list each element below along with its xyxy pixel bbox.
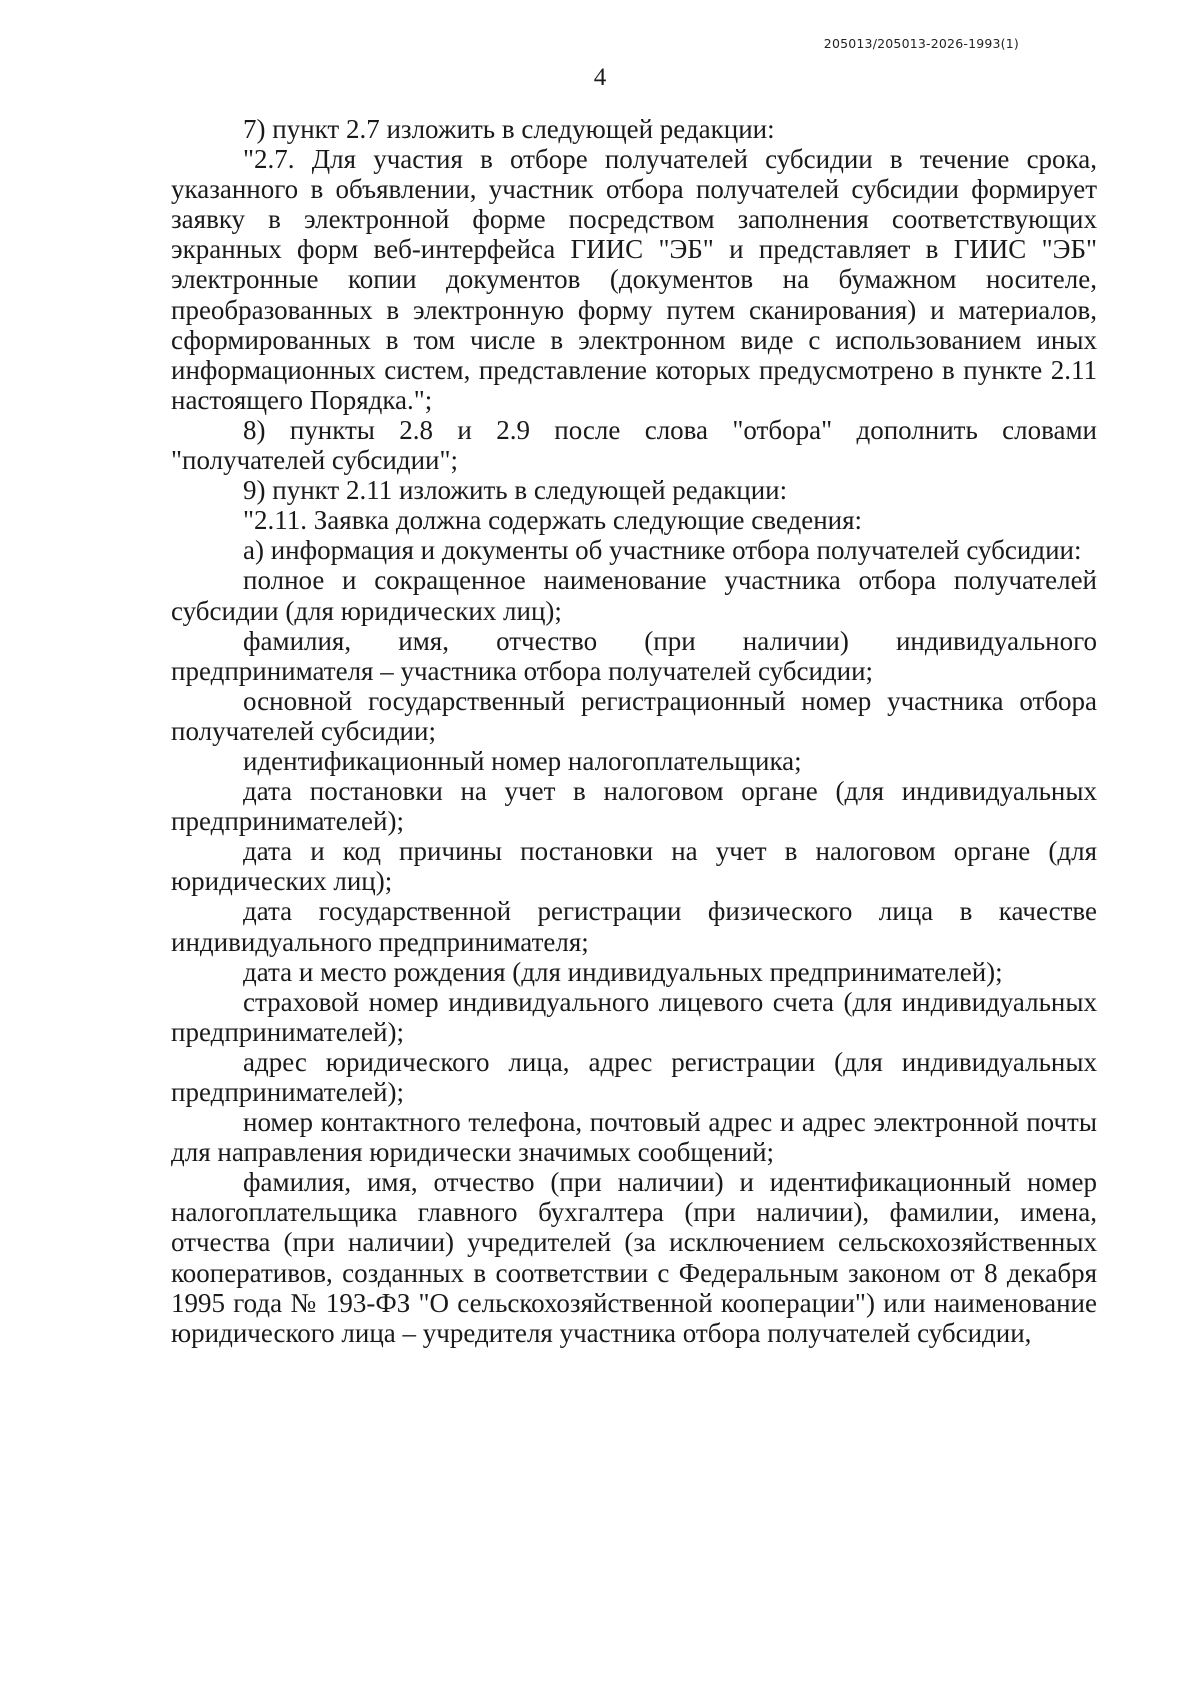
paragraph-subitem-a: а) информация и документы об участнике отбора получателей субсидии: bbox=[243, 535, 1082, 566]
paragraph-kpp: дата и код причины постановки на учет в налоговом органе (для юридических лиц); bbox=[171, 836, 1097, 897]
paragraph-founders: фамилия, имя, отчество (при наличии) и идентификационный номер налогоплательщика главного бухгалтера (при наличии), фамилии, имена, отчества (при наличии) учредителей (за исключением сельскохозяйственных кооперативов, созданных в соответствии с Федеральным законом от 8 декабря 1995 года № 193-ФЗ "О сельскохозяйственной кооперации") или наименование юридического лица – учредителя участника отбора получателей субсидии, bbox=[171, 1167, 1097, 1348]
paragraph-state-registration-date: дата государственной регистрации физического лица в качестве индивидуального предпринимателя; bbox=[171, 896, 1097, 957]
paragraph-fio-entrepreneur: фамилия, имя, отчество (при наличии) индивидуального предпринимателя – участника отбора получателей субсидии; bbox=[171, 625, 1097, 686]
paragraph-tax-registration-date: дата постановки на учет в налоговом органе (для индивидуальных предпринимателей); bbox=[171, 776, 1097, 837]
paragraph-quote-2-7: "2.7. Для участия в отборе получателей субсидии в течение срока, указанного в объявлении, участник отбора получателей субсидии формирует заявку в электронной форме посредством заполнения соответствующих экранных форм веб-интерфейса ГИИС "ЭБ" и представляет в ГИИС "ЭБ" электронные копии документов (документов на бумажном носителе, преобразованных в электронную форму путем сканирования) и материалов, сформированных в том числе в электронном виде с использованием иных информационных систем, представление которых предусмотрено в пункте 2.11 настоящего Порядка."; bbox=[171, 144, 1097, 415]
document-body bbox=[171, 114, 1097, 1348]
paragraph-item-8: 8) пункты 2.8 и 2.9 после слова "отбора" дополнить словами "получателей субсидии"; bbox=[171, 414, 1097, 476]
document-id: 205013/205013-2026-1993(1) bbox=[823, 36, 1019, 51]
paragraph-full-name: полное и сокращенное наименование участника отбора получателей субсидии (для юридических лиц); bbox=[171, 565, 1097, 626]
paragraph-item-7: 7) пункт 2.7 изложить в следующей редакции: bbox=[243, 114, 775, 144]
paragraph-inn: идентификационный номер налогоплательщика; bbox=[243, 745, 802, 776]
paragraph-address: адрес юридического лица, адрес регистрации (для индивидуальных предпринимателей); bbox=[171, 1046, 1097, 1107]
paragraph-birth-date-place: дата и место рождения (для индивидуальных предпринимателей); bbox=[243, 956, 1003, 987]
paragraph-snils: страховой номер индивидуального лицевого счета (для индивидуальных предпринимателей); bbox=[171, 986, 1097, 1047]
paragraph-ogrn: основной государственный регистрационный номер участника отбора получателей субсидии; bbox=[171, 685, 1097, 746]
paragraph-contacts: номер контактного телефона, почтовый адрес и адрес электронной почты для направления юридически значимых сообщений; bbox=[171, 1107, 1097, 1168]
paragraph-item-9: 9) пункт 2.11 изложить в следующей редакции: bbox=[243, 475, 788, 506]
paragraph-quote-2-11: "2.11. Заявка должна содержать следующие сведения: bbox=[243, 505, 863, 536]
page-number: 4 bbox=[593, 64, 607, 91]
